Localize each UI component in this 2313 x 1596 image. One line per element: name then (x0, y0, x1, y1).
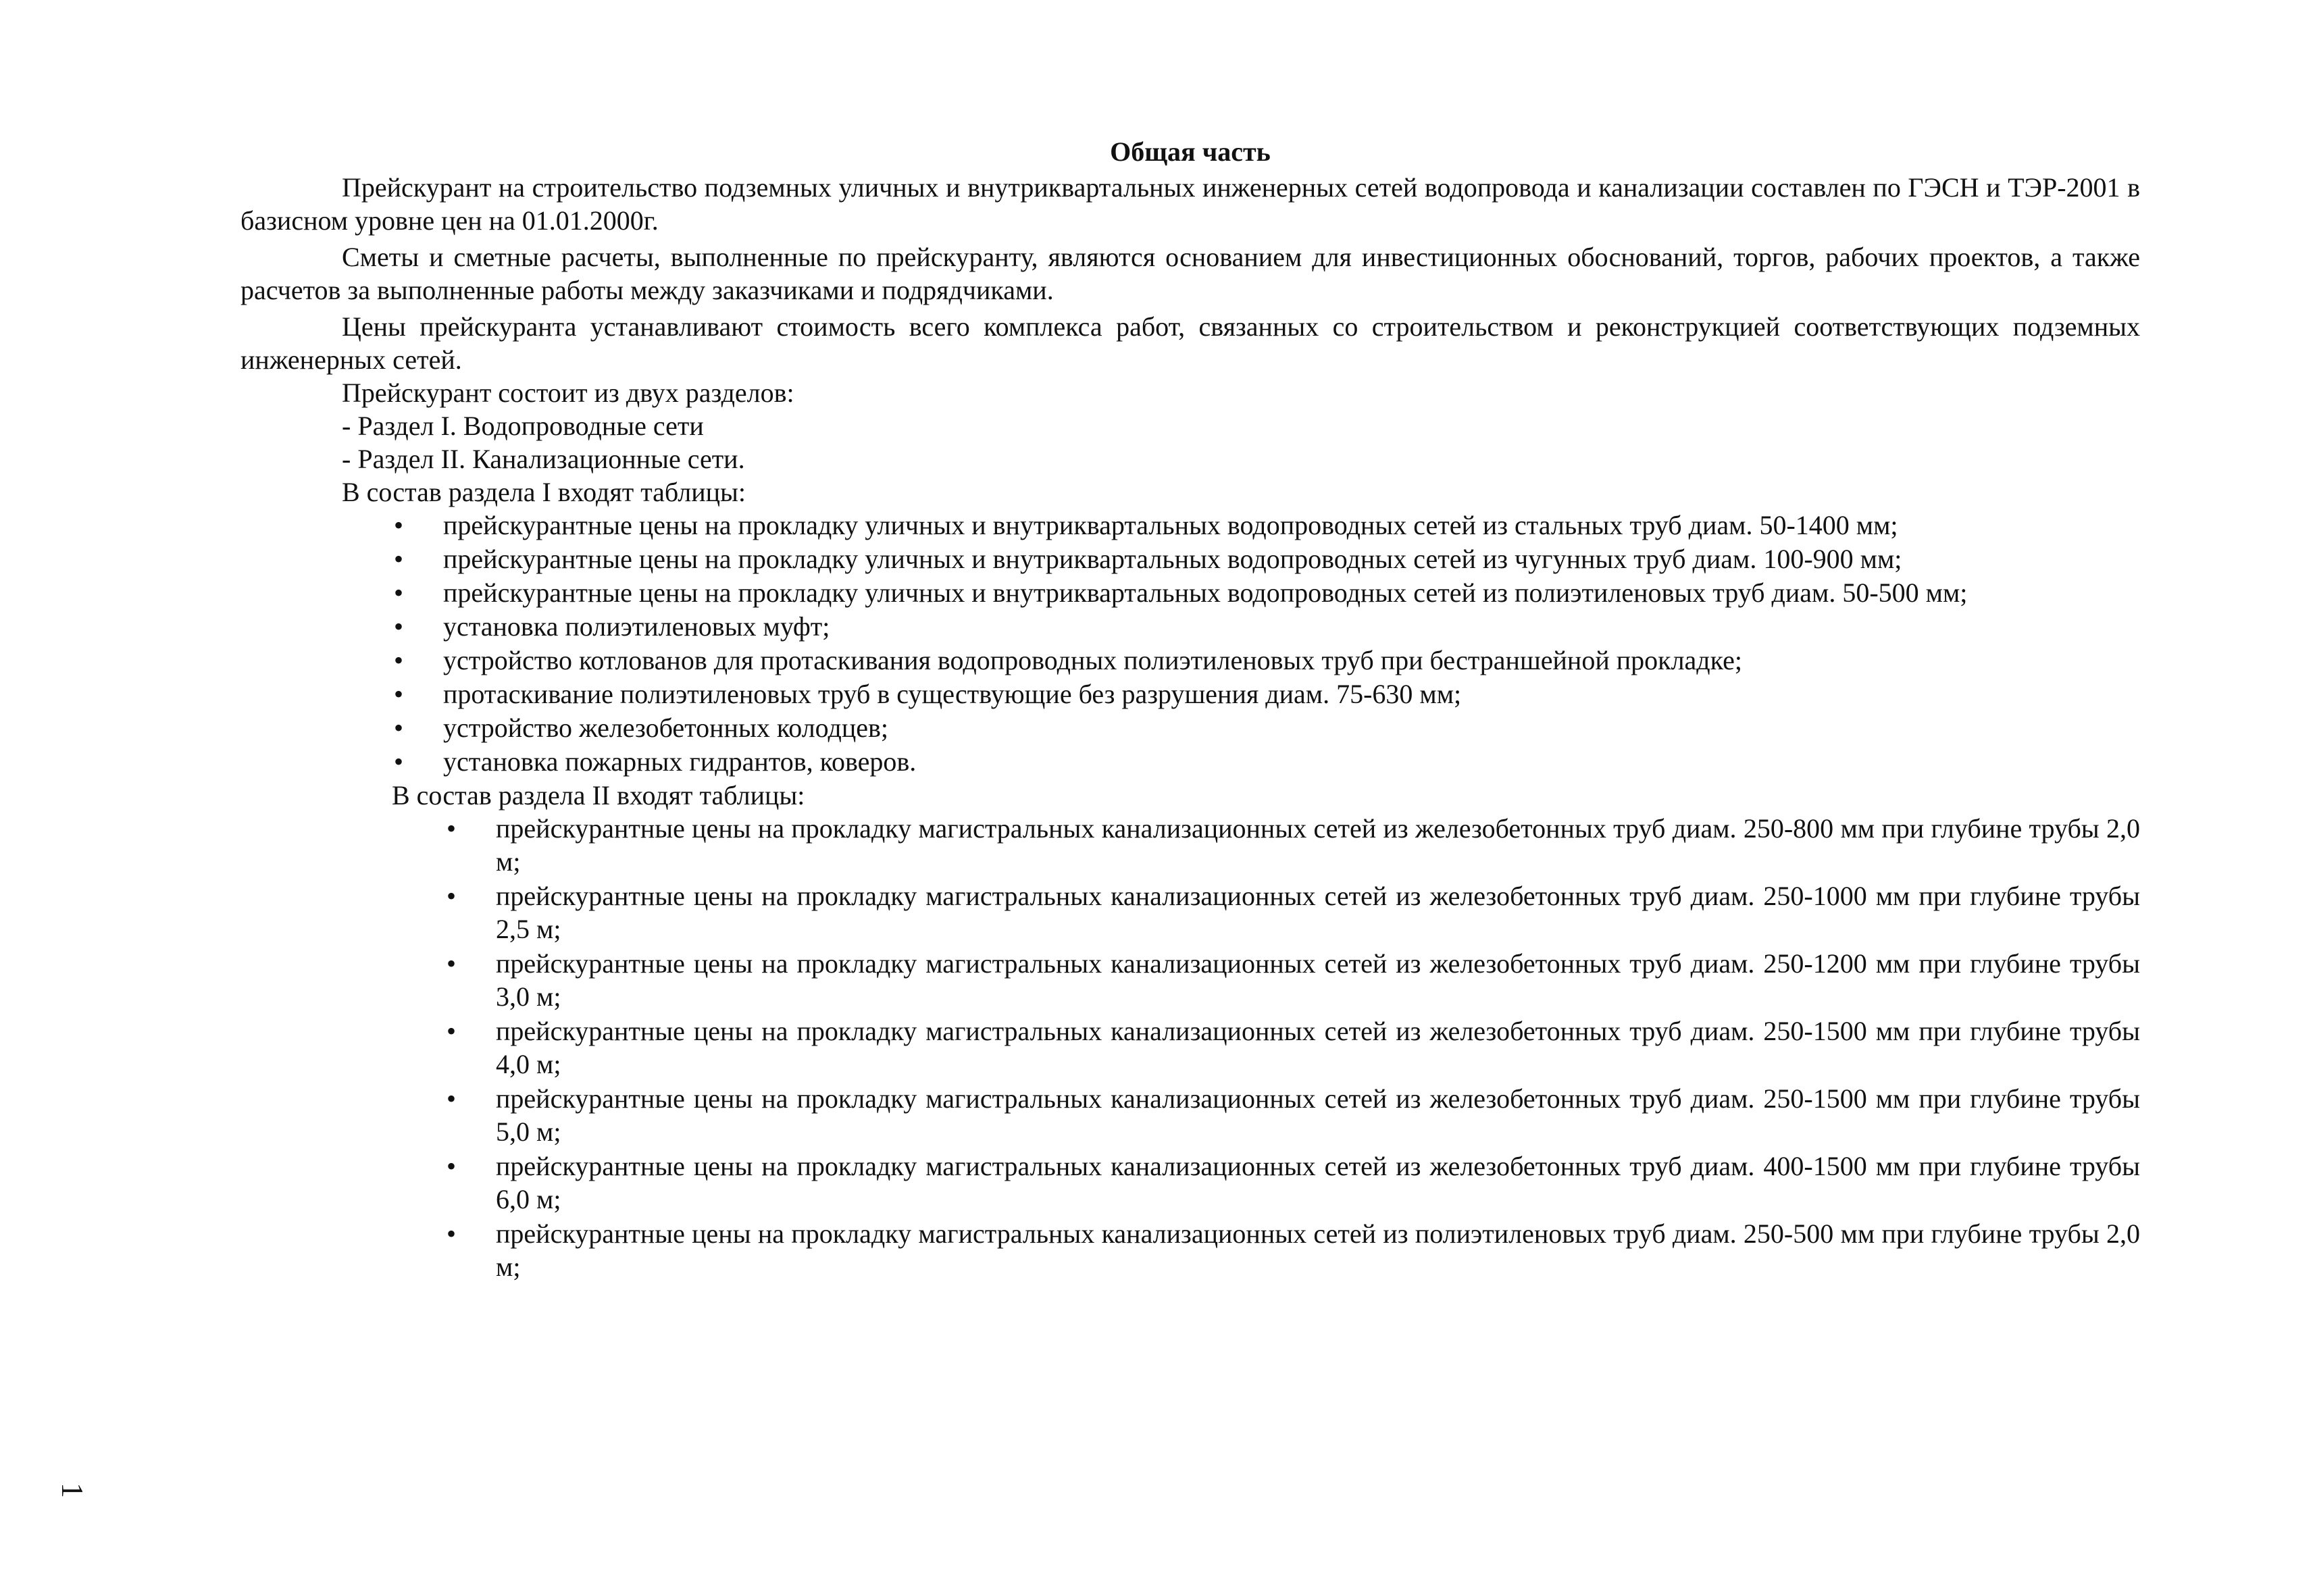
paragraph-prices: Цены прейскуранта устанавливают стоимость всего комплекса работ, связанных со строительством и реконструкцией соответствующих подземных инженерных сетей. (240, 311, 2140, 375)
bullet-icon: • (446, 1218, 456, 1249)
bullet-icon: • (393, 679, 403, 709)
section-1-list (240, 509, 2140, 778)
list-item: • прейскурантные цены на прокладку магистральных канализационных сетей из железобетонных труб диам. 400-1500 мм при глубине трубы 6,0 м; (496, 1150, 2140, 1216)
bullet-icon: • (393, 645, 403, 675)
section-1-intro: В состав раздела I входят таблицы: (342, 477, 746, 507)
bullet-icon: • (446, 813, 456, 844)
list-item: • прейскурантные цены на прокладку магистральных канализационных сетей из полиэтиленовых труб диам. 250-500 мм при глубине трубы 2,0 м; (496, 1217, 2140, 1283)
paragraph-estimates: Сметы и сметные расчеты, выполненные по прейскуранту, являются основанием для инвестиционных обоснований, торгов, рабочих проектов, а также расчетов за выполненные работы между заказчиками и подрядчиками. (240, 242, 2140, 305)
page-number: 1 (55, 1483, 90, 1498)
list-item: • прейскурантные цены на прокладку уличных и внутриквартальных водопроводных сетей из чугунных труб диам. 100-900 мм; (443, 542, 2140, 575)
list-item: • устройство железобетонных колодцев; (443, 711, 2140, 744)
bullet-icon: • (446, 948, 456, 979)
list-item: • прейскурантные цены на прокладку магистральных канализационных сетей из железобетонных труб диам. 250-1500 мм при глубине трубы 5,0 м; (496, 1082, 2140, 1148)
document-page (240, 135, 2140, 1285)
sections-intro: Прейскурант состоит из двух разделов: (342, 378, 794, 408)
list-item: • устройство котлованов для протаскивания водопроводных полиэтиленовых труб при бестраншейной прокладке; (443, 644, 2140, 677)
bullet-icon: • (393, 746, 403, 777)
list-item: • прейскурантные цены на прокладку магистральных канализационных сетей из железобетонных труб диам. 250-1000 мм при глубине трубы 2,5 м; (496, 879, 2140, 946)
section-2-intro: В состав раздела II входят таблицы: (392, 780, 805, 810)
bullet-icon: • (393, 510, 403, 540)
section-2-list (240, 812, 2140, 1283)
list-item: • прейскурантные цены на прокладку магистральных канализационных сетей из железобетонных труб диам. 250-1200 мм при глубине трубы 3,0 м; (496, 947, 2140, 1013)
bullet-icon: • (393, 713, 403, 743)
list-item: • прейскурантные цены на прокладку уличных и внутриквартальных водопроводных сетей из стальных труб диам. 50-1400 мм; (443, 509, 2140, 542)
page-title: Общая часть (1110, 136, 1271, 167)
bullet-icon: • (446, 881, 456, 911)
bullet-icon: • (393, 544, 403, 574)
bullet-icon: • (393, 611, 403, 642)
list-item: • установка полиэтиленовых муфт; (443, 610, 2140, 643)
list-item: • прейскурантные цены на прокладку магистральных канализационных сетей из железобетонных труб диам. 250-1500 мм при глубине трубы 4,0 м; (496, 1014, 2140, 1081)
list-item: • протаскивание полиэтиленовых труб в существующие без разрушения диам. 75-630 мм; (443, 677, 2140, 711)
bullet-icon: • (446, 1083, 456, 1114)
bullet-icon: • (446, 1016, 456, 1046)
paragraph-intro: Прейскурант на строительство подземных уличных и внутриквартальных инженерных сетей водопровода и канализации составлен по ГЭСН и ТЭР-2001 в базисном уровне цен на 01.01.2000г. (240, 172, 2140, 236)
bullet-icon: • (393, 577, 403, 608)
list-item: • прейскурантные цены на прокладку магистральных канализационных сетей из железобетонных труб диам. 250-800 мм при глубине трубы 2,0 м; (496, 812, 2140, 878)
section-1-label: - Раздел I. Водопроводные сети (342, 411, 704, 441)
section-2-label: - Раздел II. Канализационные сети. (342, 444, 745, 474)
list-item: • установка пожарных гидрантов, коверов. (443, 745, 2140, 778)
list-item: • прейскурантные цены на прокладку уличных и внутриквартальных водопроводных сетей из полиэтиленовых труб диам. 50-500 мм; (443, 576, 2140, 609)
bullet-icon: • (446, 1151, 456, 1181)
